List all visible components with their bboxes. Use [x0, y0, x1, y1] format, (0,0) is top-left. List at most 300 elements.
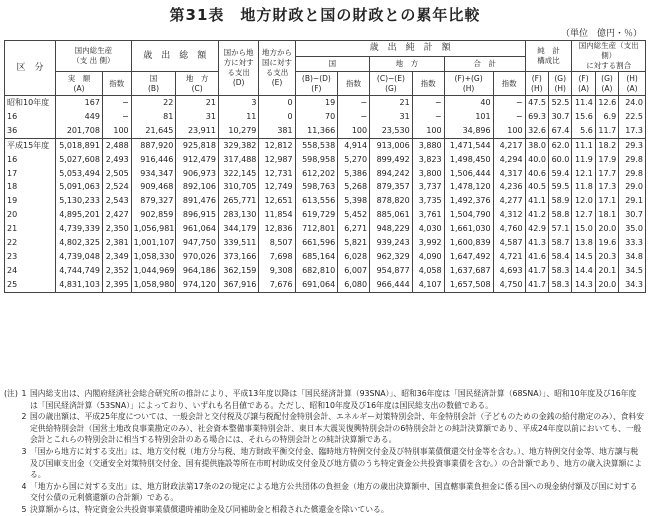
table-cell: 612,202 — [295, 167, 338, 181]
table-cell: 1,471,544 — [444, 138, 493, 152]
header-transfer-to-national: 地方から国に対する支出 (E) — [259, 41, 295, 96]
table-cell: 974,120 — [176, 278, 219, 292]
table-cell: 5,027,608 — [56, 153, 103, 167]
table-cell: 59.5 — [548, 180, 571, 194]
table-row — [5, 124, 646, 138]
header-net-total-sub: (F)+(G) (H) — [444, 72, 493, 96]
footnote-head: (注) — [4, 389, 18, 398]
table-cell: 5,386 — [338, 167, 370, 181]
footnote-text: 「地方から国に対する支出」は、地方財政法第17条の2の規定による地方公共団体の負担金（地方の歳出決算額中、国直轄事業負担金に係る国への現金納付額及び国に対する交付公債の元利償還額の合計額）である。 — [30, 481, 638, 503]
table-cell: 101 — [444, 110, 493, 124]
table-cell: 17.7 — [595, 167, 618, 181]
table-cell: 4,895,201 — [56, 208, 103, 222]
table-cell: 0 — [259, 96, 295, 110]
table-cell: 40.5 — [525, 180, 548, 194]
table-cell: 6,007 — [338, 264, 370, 278]
table-cell: 67.4 — [548, 124, 571, 138]
table-cell: 11.8 — [572, 180, 595, 194]
table-cell: 310,705 — [218, 180, 258, 194]
table-cell: 4,058 — [412, 264, 444, 278]
footnote-head — [4, 411, 18, 446]
table-cell: 265,771 — [218, 194, 258, 208]
header-net: 歳 出 純 計 額 — [295, 41, 525, 57]
table-cell: 5,018,891 — [56, 138, 103, 152]
table-cell: 4,294 — [493, 153, 525, 167]
table-cell: 33.3 — [619, 236, 646, 250]
header-gdp-actual: 実 額 (A) — [56, 72, 103, 96]
table-cell: 5.6 — [572, 124, 595, 138]
row-label: 19 — [5, 194, 56, 208]
table-row — [5, 236, 646, 250]
table-cell: 20.3 — [595, 250, 618, 264]
table-cell: − — [338, 110, 370, 124]
footnote-text: 国の歳出額は、平成25年度については、一般会計と交付税及び譲与税配付金特別会計、エネルギー対策特別会計、年金特別会計（子どものための金銭の給付勘定のみ）、食料安定供給特別会計（国営土地改良事業勘定のみ）、社会資本整備事業特別会計、東日本大震災復興特別会計の6特別会計との純計決算額であり、平成24年度以前においても、一般会計とこれらの特別会計に相当する特別会計のある場合には、それらの特別会計との純計決算額である。 — [30, 412, 645, 445]
row-label: 17 — [5, 167, 56, 181]
table-cell: 619,729 — [295, 208, 338, 222]
table-cell: 1,044,969 — [131, 264, 176, 278]
table-cell: 1,600,839 — [444, 236, 493, 250]
table-cell: 2,349 — [102, 250, 131, 264]
table-cell: 3,735 — [412, 194, 444, 208]
table-row — [5, 278, 646, 292]
header-transfer-to-local: 国から地方に対する支出 (D) — [218, 41, 258, 96]
table-cell: 1,498,450 — [444, 153, 493, 167]
table-cell: 6,271 — [338, 222, 370, 236]
table-cell: 32.6 — [525, 124, 548, 138]
table-cell: 12,836 — [259, 222, 295, 236]
table-cell: 21 — [176, 96, 219, 110]
table-cell: − — [412, 96, 444, 110]
table-cell: 41.7 — [525, 264, 548, 278]
table-cell: 2,543 — [102, 194, 131, 208]
table-cell: 34.5 — [619, 264, 646, 278]
table-cell: 58.4 — [548, 250, 571, 264]
row-label: 22 — [5, 236, 56, 250]
table-cell: 23,530 — [370, 124, 413, 138]
table-cell: 887,920 — [131, 138, 176, 152]
table-cell: 30.7 — [548, 110, 571, 124]
table-cell: 449 — [56, 110, 103, 124]
table-cell: 23,911 — [176, 124, 219, 138]
table-cell: 373,166 — [218, 250, 258, 264]
table-cell: 2,350 — [102, 222, 131, 236]
table-cell: 1,492,376 — [444, 194, 493, 208]
table-cell: 1,058,980 — [131, 278, 176, 292]
table-cell: 29.8 — [619, 167, 646, 181]
table-cell: 1,637,687 — [444, 264, 493, 278]
table-title: 第31表 地方財政と国の財政との累年比較 — [169, 6, 481, 24]
table-cell: 4,693 — [493, 264, 525, 278]
table-cell: 5,821 — [338, 236, 370, 250]
footnotes — [4, 388, 644, 516]
table-cell: 894,242 — [370, 167, 413, 181]
table-cell: 5,452 — [338, 208, 370, 222]
table-cell: 40 — [444, 96, 493, 110]
table-cell: 6,080 — [338, 278, 370, 292]
table-body — [5, 96, 646, 293]
table-cell: 4,312 — [493, 208, 525, 222]
table-cell: 18.1 — [595, 208, 618, 222]
table-cell: 5,268 — [338, 180, 370, 194]
header-gross-national: 国 (B) — [131, 72, 176, 96]
table-cell: 20.0 — [595, 222, 618, 236]
table-cell: 5,130,233 — [56, 194, 103, 208]
table-cell: 3,880 — [412, 138, 444, 152]
table-cell: 899,492 — [370, 153, 413, 167]
table-cell: 0 — [259, 110, 295, 124]
table-cell: 69.3 — [525, 110, 548, 124]
table-cell: 3,992 — [412, 236, 444, 250]
table-cell: 100 — [338, 124, 370, 138]
footnote-number: 1 — [21, 389, 27, 398]
table-cell: 598,763 — [295, 180, 338, 194]
table-cell: 11.7 — [595, 124, 618, 138]
table-row — [5, 110, 646, 124]
table-row — [5, 167, 646, 181]
table-cell: 40.0 — [525, 153, 548, 167]
table-cell: 1,506,444 — [444, 167, 493, 181]
table-cell: 58.3 — [548, 264, 571, 278]
table-cell: 18.2 — [595, 138, 618, 152]
table-cell: 3 — [218, 96, 258, 110]
footnote-head — [4, 446, 18, 481]
table-cell: 58.9 — [548, 194, 571, 208]
table-cell: 4,744,749 — [56, 264, 103, 278]
table-cell: 10,279 — [218, 124, 258, 138]
table-cell: 6.9 — [595, 110, 618, 124]
table-cell: 2,381 — [102, 236, 131, 250]
table-row — [5, 180, 646, 194]
table-cell: 367,916 — [218, 278, 258, 292]
table-cell: 906,973 — [176, 167, 219, 181]
table-cell: − — [338, 96, 370, 110]
table-cell: 7,698 — [259, 250, 295, 264]
table-cell: 6,028 — [338, 250, 370, 264]
table-cell: 322,145 — [218, 167, 258, 181]
table-cell: 15.6 — [572, 110, 595, 124]
table-cell: 70 — [295, 110, 338, 124]
table-cell: 24.0 — [619, 96, 646, 110]
table-cell: − — [493, 96, 525, 110]
table-cell: 2,488 — [102, 138, 131, 152]
table-row — [5, 153, 646, 167]
table-cell: 912,479 — [176, 153, 219, 167]
table-cell: 11.9 — [572, 153, 595, 167]
table-row — [5, 96, 646, 110]
table-cell: 329,382 — [218, 138, 258, 152]
table-row — [5, 194, 646, 208]
table-cell: 4,739,048 — [56, 250, 103, 264]
table-cell: 11.1 — [572, 138, 595, 152]
table-cell: 2,505 — [102, 167, 131, 181]
table-cell: 21 — [370, 96, 413, 110]
table-cell: 3,761 — [412, 208, 444, 222]
header-net-national-sub: (B)−(D) (F) — [295, 72, 338, 96]
table-cell: 4,760 — [493, 222, 525, 236]
header-gross: 歳 出 総 額 — [131, 41, 218, 72]
header-category: 区 分 — [5, 41, 56, 96]
table-cell: 1,661,030 — [444, 222, 493, 236]
table-cell: 925,818 — [176, 138, 219, 152]
table-cell: 1,058,330 — [131, 250, 176, 264]
table-cell: 362,159 — [218, 264, 258, 278]
table-cell: 57.1 — [548, 222, 571, 236]
table-cell: 2,493 — [102, 153, 131, 167]
footnote-head — [4, 504, 18, 516]
table-cell: 8,507 — [259, 236, 295, 250]
table-cell: 879,357 — [370, 180, 413, 194]
table-cell: 41.7 — [525, 278, 548, 292]
table-cell: 15.0 — [572, 222, 595, 236]
table-cell: − — [102, 110, 131, 124]
table-cell: 34,896 — [444, 124, 493, 138]
table-cell: 939,243 — [370, 236, 413, 250]
header-index: 指数 — [338, 72, 370, 96]
table-cell: 3,823 — [412, 153, 444, 167]
header-gdp-ratio: 国内総生産（支出側） に対する割合 — [572, 41, 646, 72]
table-cell: 947,750 — [176, 236, 219, 250]
table-cell: 1,657,508 — [444, 278, 493, 292]
table-cell: 29.8 — [619, 153, 646, 167]
table-cell: 12,731 — [259, 167, 295, 181]
table-cell: 12,812 — [259, 138, 295, 152]
table-cell: 22 — [131, 96, 176, 110]
table-cell: 52.5 — [548, 96, 571, 110]
table-cell: 47.5 — [525, 96, 548, 110]
table-cell: 12.0 — [572, 194, 595, 208]
table-cell: 3,737 — [412, 180, 444, 194]
header-index: 指数 — [493, 72, 525, 96]
table-cell: 41.2 — [525, 208, 548, 222]
table-cell: 58.3 — [548, 278, 571, 292]
footnote — [4, 481, 644, 504]
table-cell: 100 — [493, 124, 525, 138]
table-cell: 12,987 — [259, 153, 295, 167]
table-cell: 41.1 — [525, 194, 548, 208]
table-cell: 558,538 — [295, 138, 338, 152]
row-label: 平成15年度 — [5, 138, 56, 152]
footnote-text: 決算額からは、特定資金公共投資事業債償還時補助金及び同補助金と相殺された償還金を除いている。 — [30, 504, 389, 514]
table-cell: 4,802,325 — [56, 236, 103, 250]
table-cell: 2,524 — [102, 180, 131, 194]
table-cell: 22.5 — [619, 110, 646, 124]
row-label: 18 — [5, 180, 56, 194]
row-label: 21 — [5, 222, 56, 236]
table-cell: 4,090 — [412, 250, 444, 264]
table-cell: − — [102, 96, 131, 110]
table-cell: 9,308 — [259, 264, 295, 278]
footnote — [4, 446, 644, 481]
footnote-number: 2 — [21, 412, 27, 422]
table-cell: 916,446 — [131, 153, 176, 167]
table-cell: 5,053,494 — [56, 167, 103, 181]
table-cell: 4,317 — [493, 167, 525, 181]
table-cell: 4,236 — [493, 180, 525, 194]
table-cell: 58.8 — [548, 208, 571, 222]
table-cell: 961,064 — [176, 222, 219, 236]
header-index: 指数 — [412, 72, 444, 96]
table-cell: 12,651 — [259, 194, 295, 208]
table-cell: 344,179 — [218, 222, 258, 236]
header-gross-local: 地 方 (C) — [176, 72, 219, 96]
header-ratio-g: (G) (H) — [548, 72, 571, 96]
table-cell: 4,739,339 — [56, 222, 103, 236]
header-gdp-ratio-h: (H) (A) — [619, 72, 646, 96]
table-cell: 41.6 — [525, 250, 548, 264]
table-cell: 1,056,981 — [131, 222, 176, 236]
header-net-local-sub: (C)−(E) (G) — [370, 72, 413, 96]
table-cell: 19 — [295, 96, 338, 110]
table-cell: 4,750 — [493, 278, 525, 292]
table-cell: 14.3 — [572, 278, 595, 292]
table-cell: 100 — [102, 124, 131, 138]
table-cell: 20.0 — [595, 278, 618, 292]
footnote-number: 4 — [21, 481, 27, 491]
table-cell: 878,820 — [370, 194, 413, 208]
table-cell: 4,277 — [493, 194, 525, 208]
table-cell: 885,061 — [370, 208, 413, 222]
table-cell: 31 — [370, 110, 413, 124]
table-cell: 966,444 — [370, 278, 413, 292]
table-cell: 691,064 — [295, 278, 338, 292]
footnote — [4, 504, 644, 516]
footnote — [4, 388, 644, 411]
table-cell: − — [412, 110, 444, 124]
row-label: 25 — [5, 278, 56, 292]
table-cell: 11 — [218, 110, 258, 124]
table-cell: 339,511 — [218, 236, 258, 250]
table-cell: 381 — [259, 124, 295, 138]
table-cell: 902,859 — [131, 208, 176, 222]
table-cell: 1,647,492 — [444, 250, 493, 264]
table-cell: 4,217 — [493, 138, 525, 152]
header-net-total: 合 計 — [444, 56, 525, 72]
table-cell: 4,107 — [412, 278, 444, 292]
table-cell: 60.0 — [548, 153, 571, 167]
table-cell: 14.4 — [572, 264, 595, 278]
table-cell: 11.4 — [572, 96, 595, 110]
table-cell: 29.1 — [619, 194, 646, 208]
header-gdp-ratio-g: (G) (A) — [595, 72, 618, 96]
table-cell: 35.0 — [619, 222, 646, 236]
table-cell: 661,596 — [295, 236, 338, 250]
header-net-local: 地 方 — [370, 56, 445, 72]
table-cell: 59.4 — [548, 167, 571, 181]
table-cell: 100 — [412, 124, 444, 138]
table-cell: 81 — [131, 110, 176, 124]
table-cell: 19.6 — [595, 236, 618, 250]
table-cell: 879,327 — [131, 194, 176, 208]
row-label: 16 — [5, 153, 56, 167]
table-cell: 38.0 — [525, 138, 548, 152]
row-label: 16 — [5, 110, 56, 124]
table-cell: 4,587 — [493, 236, 525, 250]
table-cell: 12.1 — [572, 167, 595, 181]
table-cell: 4,914 — [338, 138, 370, 152]
row-label: 24 — [5, 264, 56, 278]
table-cell: 40.6 — [525, 167, 548, 181]
table-cell: 42.9 — [525, 222, 548, 236]
table-cell: 17.3 — [595, 180, 618, 194]
table-row — [5, 250, 646, 264]
table-cell: 4,030 — [412, 222, 444, 236]
table-cell: 31 — [176, 110, 219, 124]
row-label: 20 — [5, 208, 56, 222]
table-row — [5, 208, 646, 222]
table-cell: 5,270 — [338, 153, 370, 167]
table-cell: 1,504,790 — [444, 208, 493, 222]
table-cell: 21,645 — [131, 124, 176, 138]
header-gdp-ratio-f: (F) (A) — [572, 72, 595, 96]
table-cell: 12.6 — [595, 96, 618, 110]
table-cell: 3,800 — [412, 167, 444, 181]
table-cell: 30.7 — [619, 208, 646, 222]
row-label: 23 — [5, 250, 56, 264]
table-cell: 29.0 — [619, 180, 646, 194]
footnote-head — [4, 481, 18, 504]
table-cell: 17.1 — [595, 194, 618, 208]
table-cell: 2,352 — [102, 264, 131, 278]
table-cell: 58.7 — [548, 236, 571, 250]
unit-label: （単位 億円・％） — [560, 29, 642, 39]
table-cell: 34.8 — [619, 250, 646, 264]
table-cell: 896,915 — [176, 208, 219, 222]
table-cell: 41.3 — [525, 236, 548, 250]
table-cell: 2,427 — [102, 208, 131, 222]
table-cell: 1,001,107 — [131, 236, 176, 250]
header-net-national: 国 — [295, 56, 370, 72]
table-cell: 682,810 — [295, 264, 338, 278]
row-label: 36 — [5, 124, 56, 138]
table-row — [5, 222, 646, 236]
table-cell: 17.9 — [595, 153, 618, 167]
table-cell: 962,329 — [370, 250, 413, 264]
table-cell: 948,229 — [370, 222, 413, 236]
table-cell: 5,091,063 — [56, 180, 103, 194]
table-cell: 4,831,103 — [56, 278, 103, 292]
footnote-number: 3 — [21, 446, 27, 456]
table-cell: 891,476 — [176, 194, 219, 208]
table-cell: 613,556 — [295, 194, 338, 208]
comparison-table — [4, 40, 646, 293]
table-cell: 934,347 — [131, 167, 176, 181]
table-cell: 167 — [56, 96, 103, 110]
table-cell: 317,488 — [218, 153, 258, 167]
table-cell: 20.1 — [595, 264, 618, 278]
footnote-text: 「国から地方に対する支出」は、地方交付税（地方分与税、地方財政平衡交付金、臨時地方特例交付金及び特別事業債償還交付金等を含む。）、地方特例交付金等、地方譲与税及び国庫支出金（交通安全対策特別交付金、国有提供施設等所在市町村助成交付金及び地方債のうち特定資金公共投資事業債を含む。）の合計額であり、地方の歳入決算額による。 — [30, 446, 643, 480]
footnote-number: 5 — [21, 504, 27, 514]
table-cell: 964,186 — [176, 264, 219, 278]
table-cell: 12,749 — [259, 180, 295, 194]
table-cell: 17.3 — [619, 124, 646, 138]
table-cell: 12.7 — [572, 208, 595, 222]
row-label: 昭和10年度 — [5, 96, 56, 110]
table-cell: 598,958 — [295, 153, 338, 167]
table-cell: 913,006 — [370, 138, 413, 152]
header-ratio: 純 計 構成比 — [525, 41, 572, 72]
table-cell: 970,026 — [176, 250, 219, 264]
table-cell: 5,398 — [338, 194, 370, 208]
table-cell: 954,877 — [370, 264, 413, 278]
table-cell: 201,708 — [56, 124, 103, 138]
table-cell: 685,164 — [295, 250, 338, 264]
table-cell: 892,106 — [176, 180, 219, 194]
table-row — [5, 264, 646, 278]
header-gdp: 国内総生産 （支 出 側） — [56, 41, 132, 72]
table-cell: 712,801 — [295, 222, 338, 236]
table-cell: − — [493, 110, 525, 124]
table-cell: 14.5 — [572, 250, 595, 264]
